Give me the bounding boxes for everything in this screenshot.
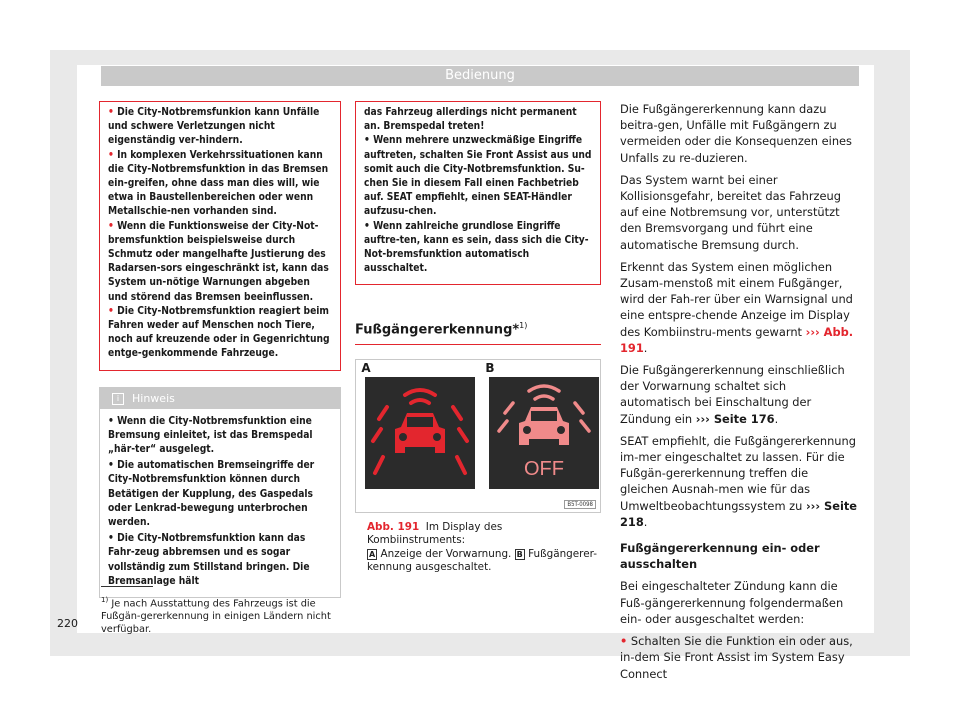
caption-letter-a: A	[369, 549, 376, 559]
page-header: Bedienung	[101, 66, 859, 86]
footnote-mark: 1)	[519, 321, 528, 331]
page-number: 220	[57, 617, 78, 630]
note-body	[100, 409, 340, 597]
page-link[interactable]: ››› Seite 218	[620, 498, 858, 529]
warning-item: • In komplexen Verkehrssituationen kann die City-Notbremsfunktion in das Bremsen ein-greifen, ohne dass man dies will, wie etwa in Baustellenbereichen oder wenn Metallschie-nen vorhanden sind.	[108, 149, 329, 218]
off-text: OFF	[524, 457, 564, 480]
figure-caption: Abb. 191 Im Display des Kombiinstruments: A Anzeige der Vorwarnung. B Fußgängerer-kennung ausgeschaltet.	[367, 520, 597, 574]
paragraph: SEAT empfiehlt, die Fußgängererkennung im-mer eingeschaltet zu lassen. Für die Fußgän-gererkennung treffen die gleichen Ausnah-men wie für das Umweltbeobachtungssystem zu ››› Seite 218.	[620, 433, 858, 529]
caption-letter-b: B	[516, 549, 523, 559]
paragraph: Das System warnt bei einer Kollisionsgefahr, bereitet das Fahrzeug auf eine Notbremsung vor, unterstützt den Bremsvorgang und führt eine automatische Bremsung durch.	[620, 172, 841, 252]
display-panel-b	[489, 377, 599, 489]
pedestrian-warning-icon	[365, 377, 475, 489]
column-1	[99, 101, 341, 598]
warning-box	[99, 101, 341, 371]
paragraph: Die Fußgängererkennung kann dazu beitra-gen, Unfälle mit Fußgängern zu vermeiden oder die Konsequenzen eines Unfalls zu re-duzieren.	[620, 102, 852, 165]
figure-link[interactable]: ››› Abb. 191	[620, 324, 854, 355]
warning-item: • Wenn mehrere unzweckmäßige Eingriffe auftreten, schalten Sie Front Assist aus und somit auch die City-Notbremsfunktion. Su-chen Sie in diesem Fall einen Fachbetrieb auf. SEAT empfiehlt, einen SEAT-Händler aufzusu-chen.	[364, 135, 592, 218]
paragraph: Erkennt das System einen möglichen Zusam-menstoß mit einem Fußgänger, wird der Fah-rer über ein Warnsignal und eine entspre-chende Anzeige im Display des Kombiinstru-ments gewarnt ››› Abb. 191.	[620, 259, 854, 355]
warning-box-continued	[355, 101, 601, 285]
figure-label-b: B	[485, 360, 495, 375]
section-title: Fußgängererkennung*$^{1)}$	[355, 321, 601, 344]
warning-item: • Wenn zahlreiche grundlose Eingriffe auftre-ten, kann es sein, dass sich die City-Not-bremsfunktion automatisch ausschaltet.	[364, 220, 589, 275]
footnote-divider	[101, 586, 153, 587]
bullet: •	[108, 220, 114, 232]
figure-label-a: A	[361, 360, 371, 375]
note-title: Hinweis	[132, 391, 175, 405]
paragraph: Bei eingeschalteter Zündung kann die Fuß-gängererkennung folgendermaßen ein- oder ausgeschaltet werden:	[620, 579, 844, 626]
footnote: $^{1)}$ Je nach Ausstattung des Fahrzeugs ist die Fußgän-gererkennung in einigen Ländern nicht verfügbar.	[101, 596, 331, 636]
figure-id: B5T-0098	[564, 500, 596, 509]
note-item: • Die City-Notbremsfunktion kann das Fahr-zeug abbremsen und es sogar vollständig zum Stillstand bringen. Die Bremsanlage hält	[108, 533, 310, 587]
bullet: •	[108, 305, 114, 317]
page-link[interactable]: ››› Seite 176	[695, 411, 775, 426]
figure-191	[355, 359, 601, 513]
warning-lead: das Fahrzeug allerdings nicht permanent an. Bremspedal treten!	[364, 107, 577, 133]
note-item: • Wenn die City-Notbremsfunktion eine Bremsung einleitet, ist das Bremspedal „här-ter“ ausgelegt.	[108, 415, 313, 456]
display-panel-a	[365, 377, 475, 489]
column-3	[620, 101, 860, 688]
note-item: • Die automatischen Bremseingriffe der City-Notbremsfunktion können durch Betätigen der Kupplung, des Gaspedals oder Lenkrad-bewegung unterbrochen werden.	[108, 460, 315, 529]
note-header	[100, 388, 340, 409]
note-box	[99, 387, 341, 598]
pedestrian-off-icon	[489, 377, 599, 489]
list-item: • Schalten Sie die Funktion ein oder aus, in-dem Sie Front Assist im System Easy Connect	[620, 634, 853, 681]
warning-item: • Wenn die Funktionsweise der City-Not-bremsfunktion beispielsweise durch Schmutz oder mangelhafte Justierung des Radarsen-sors eingeschränkt ist, kann das System un-nötige Warnungen abgeben und störend das Bremsen beeinflussen.	[108, 220, 329, 303]
column-2	[355, 101, 601, 575]
figure-number: Abb. 191	[367, 520, 420, 533]
subheading: Fußgängererkennung ein- oder ausschalten	[620, 541, 820, 572]
warning-item: • Die City-Notbremsfunktion reagiert beim Fahren weder auf Menschen noch Tiere, noch auf kreuzende oder in Gegenrichtung entge-genkommende Fahrzeuge.	[108, 305, 330, 360]
warning-item: • Die City-Notbremsfunkion kann Unfälle und schwere Verletzungen nicht eigenständig ver-hindern.	[108, 107, 320, 147]
info-icon: i	[112, 393, 124, 405]
bullet: •	[108, 149, 114, 161]
paragraph: Die Fußgängererkennung einschließlich der Vorwarnung schaltet sich automatisch bei Einschaltung der Zündung ein ››› Seite 176.	[620, 363, 845, 426]
bullet: •	[108, 107, 114, 118]
